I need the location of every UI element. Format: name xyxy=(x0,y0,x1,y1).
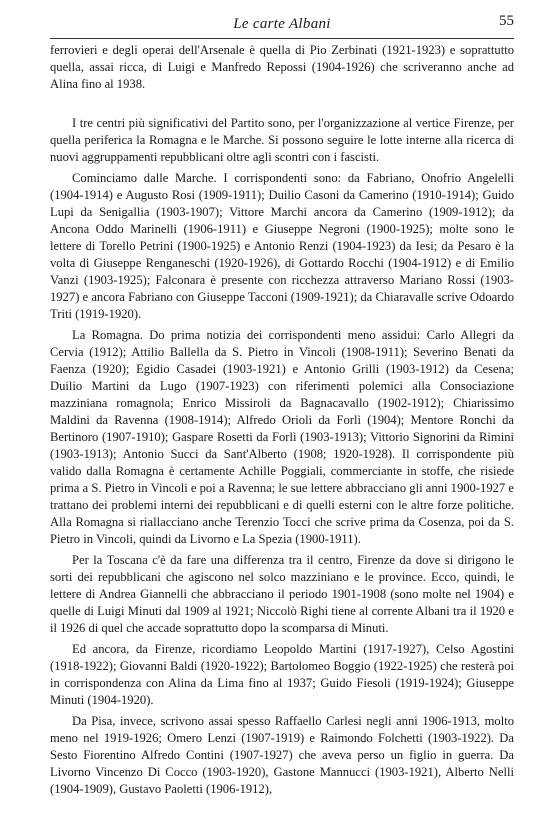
paragraph-pisa-livorno: Da Pisa, invece, scrivono assai spesso Raffaello Carlesi negli anni 1906-1913, molto meno nel 1919-1926; Omero Lenzi (1907-1919) e Raimondo Folchetti (1903-1922). Da Sesto Fiorentino Alfredo Contini (1907-1927) che aveva perso un figlio in guerra. Da Livorno Vincenzo Di Cocco (1903-1920), Gastone Mannucci (1903-1921), Alberto Nelli (1904-1909), Gustavo Paoletti (1906-1912), xyxy=(50,714,514,796)
page-body xyxy=(50,42,514,798)
paragraph-continuation: ferrovieri e degli operai dell'Arsenale è quella di Pio Zerbinati (1921-1923) e soprattutto quella, assai ricca, di Luigi e Manfredo Repossi (1904-1926) che scriveranno anche ad Alina fino al 1938. xyxy=(50,43,514,91)
running-title: Le carte Albani xyxy=(233,16,331,32)
page-header xyxy=(50,8,514,39)
paragraph-marche: Cominciamo dalle Marche. I corrispondenti sono: da Fabriano, Onofrio Angelelli (1904-1914) e Augusto Rosi (1909-1911); Duilio Casoni da Camerino (1910-1914); Guido Lupi da Senigallia (1903-1907); Vittore Marchi ancora da Camerino (1909-1912); da Ancona Oddo Marinelli (1906-1911) e Giuseppe Negroni (1900-1925); molte sono le lettere di Torello Petrini (1900-1925) e Antonio Renzi (1904-1923) da Iesi; da Pesaro è la volta di Giuseppe Renganeschi (1920-1926), di Gottardo Rocchi (1904-1912) e di Emilio Vanzi (1903-1925); Falconara è presente con ricchezza attraverso Mariano Rossi (1903-1927) e ancora Fabriano con Giuseppe Tacconi (1909-1921); da Chiaravalle scrive Odoardo Triti (1919-1920). xyxy=(50,171,514,321)
page-number: 55 xyxy=(499,13,514,29)
paragraph-toscana: Per la Toscana c'è da fare una differenza tra il centro, Firenze da dove si dirigono le sorti dei repubblicani che agiscono nel solco mazziniano e le province. Ecco, quindi, le lettere di Andrea Giannelli che abbracciano il periodo 1901-1908 (sono molte nel 1904) e quelle di Luigi Minuti dal 1909 al 1921; Niccolò Righi tiene al corrente Albani tra il 1920 e il 1926 di quel che accade soprattutto dopo la scomparsa di Minuti. xyxy=(50,553,514,635)
book-page xyxy=(50,8,514,798)
paragraph-firenze: Ed ancora, da Firenze, ricordiamo Leopoldo Martini (1917-1927), Celso Agostini (1918-1922); Giovanni Baldi (1920-1922); Bartolomeo Boggio (1922-1925) che resterà poi in corrispondenza con Alina da Lima fino al 1937; Guido Fiesoli (1919-1924); Giuseppe Minuti (1904-1920). xyxy=(50,642,514,707)
paragraph-romagna: La Romagna. Do prima notizia dei corrispondenti meno assidui: Carlo Allegri da Cervia (1912); Attilio Ballella da S. Pietro in Vincoli (1908-1911); Severino Benati da Faenza (1920); Egidio Casadei (1903-1921) e Antonio Grilli (1903-1912) da Cesena; Duilio Martini da Lugo (1907-1923) con riferimenti polemici alla Consociazione mazziniana romagnola; Enrico Missiroli da Bagnacavallo (1902-1912); Chiarissimo Maldini da Ravenna (1908-1914); Alfredo Orioli da Forlì (1904); Mentore Ronchi da Bertinoro (1907-1910); Gaspare Rosetti da Forlì (1903-1913); Vittorio Signorini da Rimini (1903-1913); Antonio Succi da Sant'Alberto (1908; 1920-1928). Il corrispondente più valido dalla Romagna è certamente Achille Poggiali, commerciante in stoffe, che risiede prima a S. Pietro in Vincoli e poi a Ravenna; le sue lettere abbracciano gli anni 1900-1927 e trattano dei problemi interni dei repubblicani e di quelli esterni con le altre forze politiche. Alla Romagna si riallacciano anche Terenzio Tocci che scrive prima da Cosenza, poi da S. Pietro in Vincoli, quindi da Livorno e La Spezia (1900-1911). xyxy=(50,328,514,546)
paragraph-party-centers: I tre centri più significativi del Partito sono, per l'organizzazione al vertice Firenze, per quella periferica la Romagna e le Marche. Si possono seguire le lotte interne alla ricerca di nuovi aggruppamenti repubblicani oltre agli scontri con i fascisti. xyxy=(50,116,514,164)
